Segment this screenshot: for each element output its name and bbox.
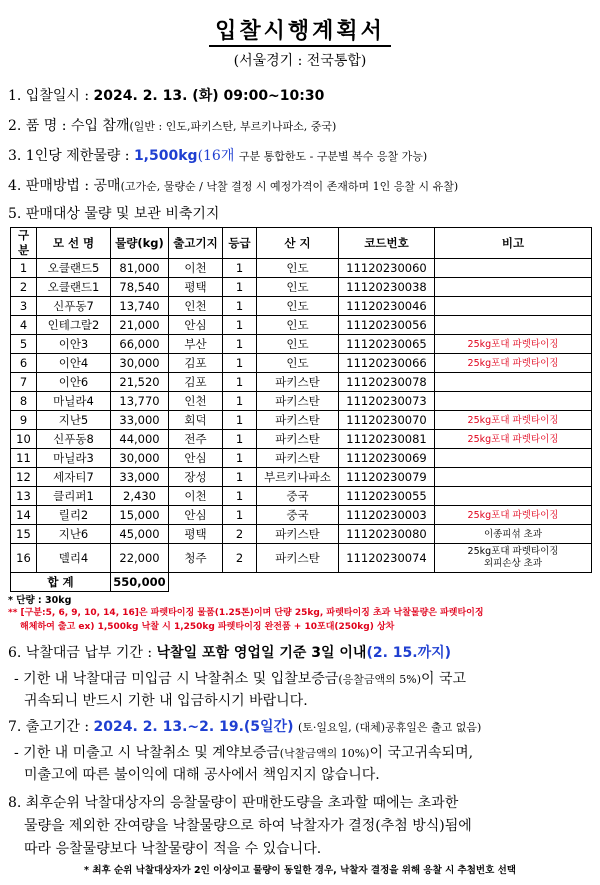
table-cell: 이종피섞 초과 xyxy=(435,525,592,544)
table-row: 16 델리4 22,000 청주 2 파키스탄 11120230074 25kg포대 파렛타이징 외피손상 초과 xyxy=(11,544,592,573)
document-title: 입찰시행계획서 xyxy=(0,14,600,45)
table-cell xyxy=(435,449,592,468)
table-cell: 33,000 xyxy=(111,411,169,430)
table-cell: 세자티7 xyxy=(37,468,111,487)
table-cell: 81,000 xyxy=(111,259,169,278)
table-cell: 파키스탄 xyxy=(257,411,339,430)
section-2-item: 2. 품 명 : 수입 참깨(일반 : 인도,파키스탄, 부르키나파소, 중국) xyxy=(8,118,337,134)
table-cell: 1 xyxy=(223,411,257,430)
col-header: 비고 xyxy=(435,228,592,259)
table-cell: 1 xyxy=(223,297,257,316)
section-7-detail-2: 미출고에 따른 불이익에 대해 공사에서 책임지지 않습니다. xyxy=(24,767,380,783)
table-cell xyxy=(435,278,592,297)
table-cell: 지난6 xyxy=(37,525,111,544)
note-unit: * 단량 : 30kg xyxy=(8,595,72,606)
table-row xyxy=(11,335,592,354)
col-header: 등급 xyxy=(223,228,257,259)
table-cell: 11120230055 xyxy=(339,487,435,506)
table-cell xyxy=(435,468,592,487)
table-total-row: 합 계 550,000 xyxy=(11,573,592,592)
table-cell: 11120230070 xyxy=(339,411,435,430)
table-cell xyxy=(435,487,592,506)
section-1-bid-date: 1. 입찰일시 : 2024. 2. 13. (화) 09:00~10:30 xyxy=(8,88,325,104)
table-cell: 1 xyxy=(223,335,257,354)
table-cell: 안심 xyxy=(169,316,223,335)
section-7-detail-1: - 기한 내 미출고 시 낙찰취소 및 계약보증금(낙찰금액의 10%)이 국고귀속되며, xyxy=(14,745,474,761)
table-cell: 1 xyxy=(223,449,257,468)
table-row xyxy=(11,506,592,525)
table-header xyxy=(11,228,592,259)
table-row xyxy=(11,259,592,278)
table-cell: 신푸동7 xyxy=(37,297,111,316)
table-cell: 1 xyxy=(223,392,257,411)
table-cell: 평택 xyxy=(169,525,223,544)
table-cell: 인도 xyxy=(257,259,339,278)
note-pallet-1: ** [구분:5, 6, 9, 10, 14, 16]은 파렛타이징 물품(1.25톤)이며 단량 25kg, 파렛타이징 초과 낙찰물량은 파렛타이징 xyxy=(8,608,484,618)
section-8-line-2: 물량을 제외한 잔여량을 낙찰물량으로 하여 낙찰자가 결정(추첨 방식)됨에 xyxy=(24,818,472,834)
table-cell: 부르키나파소 xyxy=(257,468,339,487)
table-cell: 파키스탄 xyxy=(257,525,339,544)
table-cell: 13 xyxy=(11,487,37,506)
table-cell: 13,770 xyxy=(111,392,169,411)
table-row xyxy=(11,316,592,335)
table-cell: 45,000 xyxy=(111,525,169,544)
section-4-method: 4. 판매방법 : 공매(고가순, 물량순 / 낙찰 결정 시 예정가격이 존재하며 1인 응찰 시 유찰) xyxy=(8,178,459,194)
table-cell: 11120230038 xyxy=(339,278,435,297)
table-cell: 25kg포대 파렛타이징 xyxy=(435,335,592,354)
table-cell: 1 xyxy=(223,259,257,278)
section-8-line-1: 8. 최후순위 낙찰대상자의 응찰물량이 판매한도량을 초과할 때에는 초과한 xyxy=(8,795,459,811)
table-cell: 30,000 xyxy=(111,354,169,373)
section-3-limit: 3. 1인당 제한물량 : 1,500kg(16개 구분 통합한도 - 구분별 복수 응찰 가능) xyxy=(8,148,428,164)
table-cell xyxy=(435,373,592,392)
table-cell: 2,430 xyxy=(111,487,169,506)
table-cell: 11120230065 xyxy=(339,335,435,354)
table-cell: 회덕 xyxy=(169,411,223,430)
table-cell: 11120230080 xyxy=(339,525,435,544)
table-cell: 중국 xyxy=(257,487,339,506)
table-cell: 11120230073 xyxy=(339,392,435,411)
section-6-detail-2: 귀속되니 반드시 기한 내 입금하시기 바랍니다. xyxy=(24,693,308,709)
table-cell: 7 xyxy=(11,373,37,392)
table-cell: 이천 xyxy=(169,487,223,506)
table-cell: 1 xyxy=(11,259,37,278)
table-cell: 66,000 xyxy=(111,335,169,354)
table-cell: 25kg포대 파렛타이징 xyxy=(435,506,592,525)
table-cell: 8 xyxy=(11,392,37,411)
table-row xyxy=(11,487,592,506)
table-cell: 파키스탄 xyxy=(257,430,339,449)
table-cell: 평택 xyxy=(169,278,223,297)
table-cell: 11 xyxy=(11,449,37,468)
table-cell: 인천 xyxy=(169,392,223,411)
table-cell: 1 xyxy=(223,316,257,335)
table-cell: 21,520 xyxy=(111,373,169,392)
table-row xyxy=(11,297,592,316)
document-subtitle: (서울경기 : 전국통합) xyxy=(233,53,367,69)
section-6-payment: 6. 낙찰대금 납부 기간 : 낙찰일 포함 영업일 기준 3일 이내(2. 15.까지) xyxy=(8,645,452,661)
table-cell: 부산 xyxy=(169,335,223,354)
table-cell: 인도 xyxy=(257,278,339,297)
section-7-release: 7. 출고기간 : 2024. 2. 13.~2. 19.(5일간) (토·일요일, (대체)공휴일은 출고 없음) xyxy=(8,719,482,735)
table-cell: 12 xyxy=(11,468,37,487)
col-header: 모 선 명 xyxy=(37,228,111,259)
table-cell xyxy=(435,392,592,411)
table-cell: 안심 xyxy=(169,506,223,525)
table-cell: 11120230003 xyxy=(339,506,435,525)
table-cell: 11120230060 xyxy=(339,259,435,278)
col-header: 코드번호 xyxy=(339,228,435,259)
table-row xyxy=(11,373,592,392)
table-row xyxy=(11,278,592,297)
table-cell: 1 xyxy=(223,506,257,525)
table-cell: 1 xyxy=(223,430,257,449)
table-cell: 4 xyxy=(11,316,37,335)
col-header: 산 지 xyxy=(257,228,339,259)
table-cell: 마닐라3 xyxy=(37,449,111,468)
table-cell: 파키스탄 xyxy=(257,392,339,411)
table-cell: 안심 xyxy=(169,449,223,468)
table-cell: 25kg포대 파렛타이징 xyxy=(435,411,592,430)
col-header: 출고기지 xyxy=(169,228,223,259)
table-row xyxy=(11,468,592,487)
table-cell: 10 xyxy=(11,430,37,449)
table-cell: 11120230079 xyxy=(339,468,435,487)
table-cell: 11120230056 xyxy=(339,316,435,335)
table-cell: 신푸동8 xyxy=(37,430,111,449)
table-cell: 11120230081 xyxy=(339,430,435,449)
table-cell: 마닐라4 xyxy=(37,392,111,411)
table-cell: 11120230069 xyxy=(339,449,435,468)
table-cell: 파키스탄 xyxy=(257,373,339,392)
table-cell: 김포 xyxy=(169,354,223,373)
table-cell: 25kg포대 파렛타이징 xyxy=(435,430,592,449)
table-cell: 21,000 xyxy=(111,316,169,335)
table-cell: 11120230078 xyxy=(339,373,435,392)
table-cell: 5 xyxy=(11,335,37,354)
col-header: 물량(kg) xyxy=(111,228,169,259)
col-header: 구분 xyxy=(11,228,37,259)
section-8-line-3: 따라 응찰물량보다 낙찰물량이 적을 수 있습니다. xyxy=(24,841,322,857)
table-cell: 11120230046 xyxy=(339,297,435,316)
table-cell xyxy=(435,316,592,335)
section-5-heading: 5. 판매대상 물량 및 보관 비축기지 xyxy=(8,206,220,222)
table-cell xyxy=(435,259,592,278)
table-cell: 이안4 xyxy=(37,354,111,373)
table-cell: 지난5 xyxy=(37,411,111,430)
table-cell: 1 xyxy=(223,373,257,392)
table-cell: 9 xyxy=(11,411,37,430)
table-cell: 1 xyxy=(223,354,257,373)
note-pallet-2: 해체하여 출고 ex) 1,500kg 낙찰 시 1,250kg 파렛타이징 완전품 + 10포대(250kg) 상차 xyxy=(20,622,395,632)
table-row xyxy=(11,525,592,544)
table-cell: 전주 xyxy=(169,430,223,449)
table-cell: 44,000 xyxy=(111,430,169,449)
table-cell: 3 xyxy=(11,297,37,316)
table-cell: 김포 xyxy=(169,373,223,392)
table-cell: 인테그랄2 xyxy=(37,316,111,335)
table-cell: 2 xyxy=(11,278,37,297)
table-cell: 1 xyxy=(223,487,257,506)
table-cell: 인도 xyxy=(257,297,339,316)
table-cell: 78,540 xyxy=(111,278,169,297)
table-cell: 33,000 xyxy=(111,468,169,487)
table-cell: 이안3 xyxy=(37,335,111,354)
table-cell: 인천 xyxy=(169,297,223,316)
table-cell: 1 xyxy=(223,468,257,487)
table-cell: 오클랜드1 xyxy=(37,278,111,297)
table-cell: 15 xyxy=(11,525,37,544)
table-row xyxy=(11,392,592,411)
table-cell: 파키스탄 xyxy=(257,449,339,468)
table-cell: 25kg포대 파렛타이징 xyxy=(435,354,592,373)
table-cell: 장성 xyxy=(169,468,223,487)
table-cell xyxy=(435,297,592,316)
table-row xyxy=(11,411,592,430)
table-row xyxy=(11,449,592,468)
table-cell: 이천 xyxy=(169,259,223,278)
table-cell: 13,740 xyxy=(111,297,169,316)
table-cell: 인도 xyxy=(257,354,339,373)
table-cell: 11120230066 xyxy=(339,354,435,373)
table-cell: 6 xyxy=(11,354,37,373)
table-cell: 1 xyxy=(223,278,257,297)
table-cell: 릴리2 xyxy=(37,506,111,525)
table-cell: 2 xyxy=(223,525,257,544)
table-cell: 인도 xyxy=(257,316,339,335)
table-cell: 15,000 xyxy=(111,506,169,525)
table-cell: 인도 xyxy=(257,335,339,354)
table-row xyxy=(11,354,592,373)
sale-target-table xyxy=(10,227,592,592)
table-cell: 14 xyxy=(11,506,37,525)
footnote: * 최후 순위 낙찰대상자가 2인 이상이고 물량이 동일한 경우, 낙찰자 결정을 위해 응찰 시 추첨번호 선택 xyxy=(84,865,516,876)
table-cell: 30,000 xyxy=(111,449,169,468)
table-cell: 이안6 xyxy=(37,373,111,392)
table-cell: 오클랜드5 xyxy=(37,259,111,278)
table-row xyxy=(11,430,592,449)
section-6-detail-1: - 기한 내 낙찰대금 미입금 시 낙찰취소 및 입찰보증금(응찰금액의 5%)이 국고 xyxy=(14,671,467,687)
table-cell: 중국 xyxy=(257,506,339,525)
table-cell: 클리퍼1 xyxy=(37,487,111,506)
